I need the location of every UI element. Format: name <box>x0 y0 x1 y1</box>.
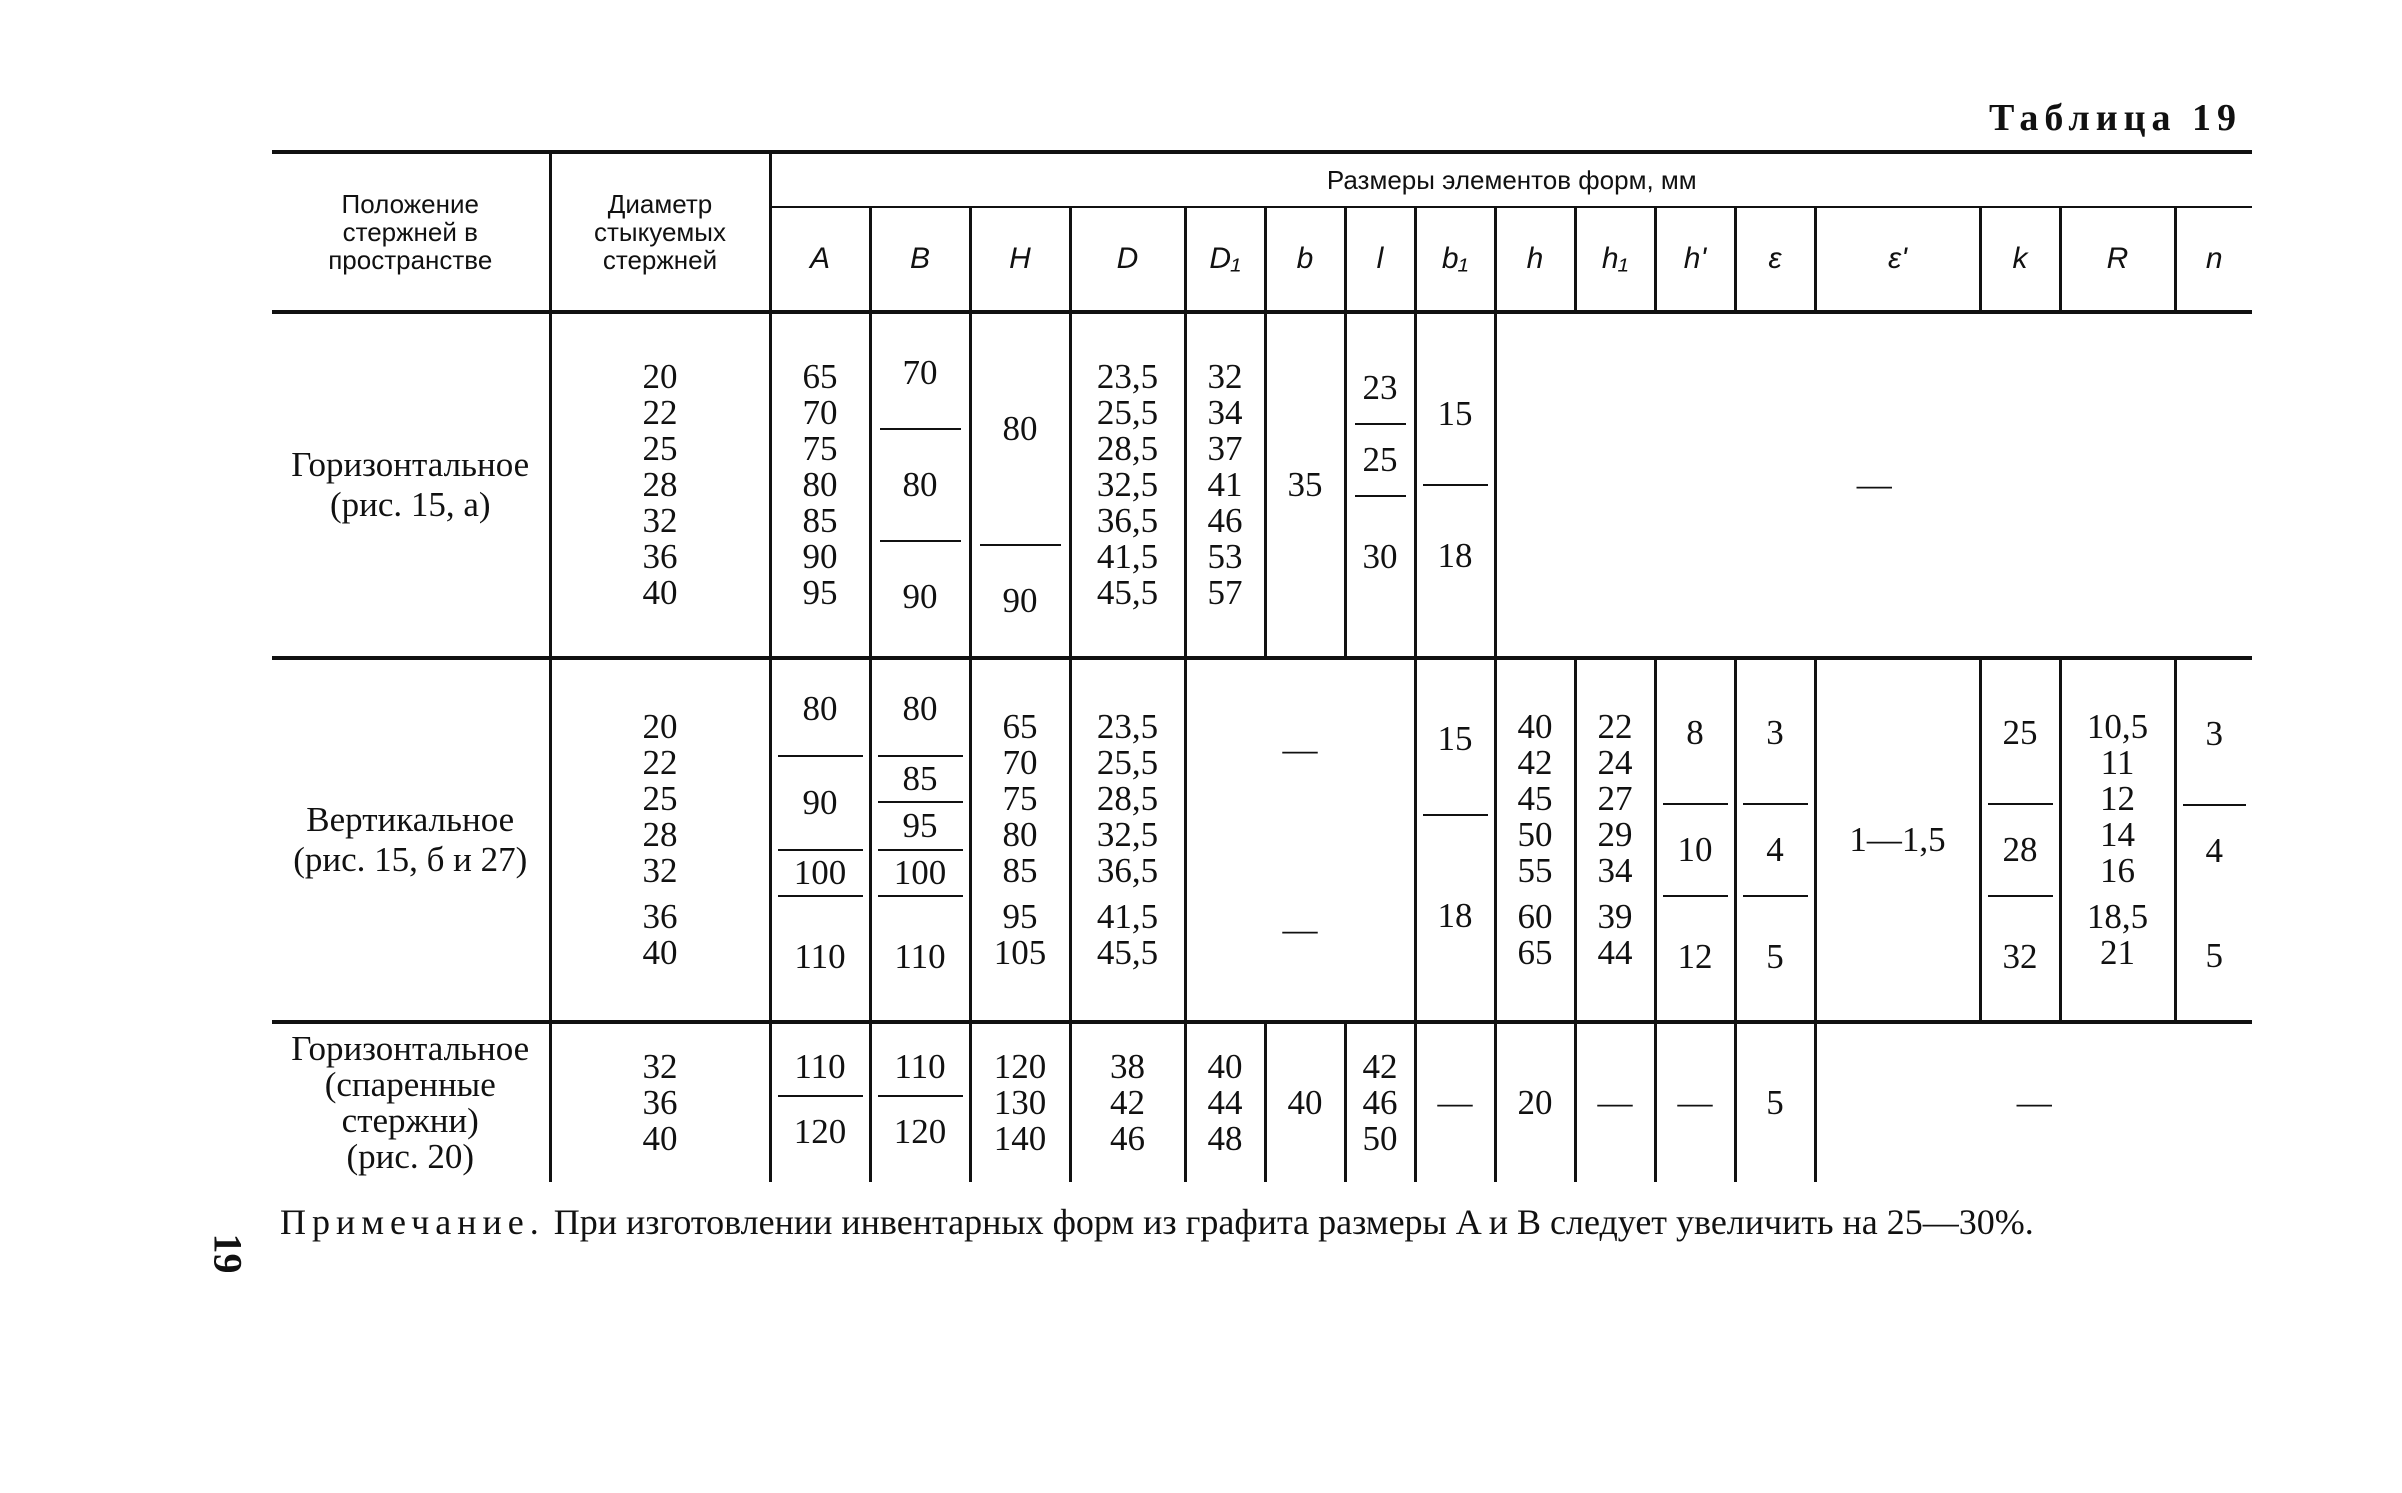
value: 42 <box>1362 1047 1398 1086</box>
value: 39 <box>1597 897 1633 936</box>
cell-diameter <box>550 312 770 658</box>
cell-h1: — <box>1575 1022 1655 1182</box>
col-b: b <box>1265 207 1345 312</box>
value: 100 <box>878 851 963 897</box>
col-h1: h₁ <box>1575 207 1655 312</box>
value: 20 <box>642 707 678 746</box>
value: 14 <box>2100 815 2135 854</box>
value: 29 <box>1597 815 1633 854</box>
value: 45,5 <box>1096 573 1159 612</box>
value: 30 <box>1362 537 1398 576</box>
value: 18 <box>1437 536 1473 575</box>
value: 85 <box>1002 851 1038 890</box>
cell-b1 <box>1415 312 1495 658</box>
value: 95 <box>878 803 963 851</box>
row-label-line: Горизонтальное <box>291 445 530 484</box>
value: 80 <box>878 663 963 757</box>
value: 41 <box>1207 465 1243 504</box>
value: 15 <box>1423 664 1488 816</box>
value: 45 <box>1517 779 1553 818</box>
value: 40 <box>1207 1047 1243 1086</box>
value: 46 <box>1207 501 1243 540</box>
value: 32 <box>642 1047 678 1086</box>
value: 34 <box>1597 851 1633 890</box>
table-row <box>272 658 2252 1022</box>
value: 140 <box>993 1119 1047 1158</box>
row-label-line: (спаренные <box>324 1065 496 1104</box>
value: 28,5 <box>1096 779 1159 818</box>
cell-D <box>1070 1022 1185 1182</box>
col-B: B <box>870 207 970 312</box>
row-label-line: Горизонтальное <box>291 1029 530 1068</box>
cell-D <box>1070 312 1185 658</box>
value: 70 <box>1002 743 1038 782</box>
header-diameter: Диаметр стыкуемых стержней <box>550 152 770 312</box>
cell-k <box>1980 658 2060 1022</box>
value: 40 <box>642 1119 678 1158</box>
value: 36 <box>642 537 678 576</box>
cell-eps: 5 <box>1735 1022 1815 1182</box>
note-text: При изготовлении инвентарных форм из графита размеры A и B следует увеличить на 25—30%. <box>553 1202 2034 1242</box>
value: 23,5 <box>1096 357 1159 396</box>
table-title: Таблица 19 <box>1988 97 2242 139</box>
value: 57 <box>1207 573 1243 612</box>
cell-rest: — <box>1495 312 2252 658</box>
value: 90 <box>1002 581 1038 620</box>
cell-h: 20 <box>1495 1022 1575 1182</box>
value: 36 <box>642 1083 678 1122</box>
value: 40 <box>642 933 678 972</box>
col-R: R <box>2060 207 2175 312</box>
value: 45,5 <box>1096 933 1159 972</box>
value: 110 <box>894 937 946 976</box>
value: 3 <box>1743 663 1808 805</box>
value: 15 <box>1423 344 1488 486</box>
col-eps-prime: ε' <box>1815 207 1980 312</box>
value: 28 <box>642 465 678 504</box>
value: 46 <box>1110 1119 1145 1158</box>
header-group: Размеры элементов форм, мм <box>770 152 2252 207</box>
cell-A <box>770 1022 870 1182</box>
dash-value: — <box>1282 910 1318 949</box>
value: 42 <box>1110 1083 1145 1122</box>
value: 53 <box>1207 537 1243 576</box>
value: 48 <box>1207 1119 1243 1158</box>
row-label-horizontal <box>272 312 550 658</box>
value: 28 <box>1988 805 2053 897</box>
cell-D1-b-l <box>1185 658 1415 1022</box>
value: 12 <box>2100 779 2135 818</box>
value: 25 <box>642 429 678 468</box>
value: 90 <box>902 577 938 616</box>
col-h: h <box>1495 207 1575 312</box>
page-number: 19 <box>205 1233 251 1274</box>
value: 28 <box>642 815 678 854</box>
value: 28,5 <box>1096 429 1159 468</box>
cell-H <box>970 312 1070 658</box>
value: 22 <box>642 393 678 432</box>
value: 10 <box>1663 805 1728 897</box>
value: 130 <box>993 1083 1047 1122</box>
value: 25 <box>1988 663 2053 805</box>
cell-A <box>770 312 870 658</box>
cell-diameter <box>550 658 770 1022</box>
table-note <box>280 1200 2260 1244</box>
value: 120 <box>793 1112 847 1151</box>
cell-b1 <box>1415 658 1495 1022</box>
value: 32 <box>642 501 678 540</box>
value: 46 <box>1362 1083 1398 1122</box>
value: 70 <box>880 318 961 430</box>
value: 37 <box>1207 429 1243 468</box>
col-k: k <box>1980 207 2060 312</box>
data-table <box>272 150 2252 1182</box>
cell-l <box>1345 312 1415 658</box>
value: 40 <box>642 573 678 612</box>
value: 25,5 <box>1096 393 1159 432</box>
value: 80 <box>880 430 961 542</box>
value: 44 <box>1597 933 1633 972</box>
row-label-line: (рис. 20) <box>346 1137 475 1176</box>
value: 11 <box>2100 743 2135 782</box>
col-eps: ε <box>1735 207 1815 312</box>
cell-h1 <box>1575 658 1655 1022</box>
value: 34 <box>1207 393 1243 432</box>
header-position: Положение стержней в пространстве <box>272 152 550 312</box>
col-D: D <box>1070 207 1185 312</box>
value: 3 <box>2183 664 2247 806</box>
table-row <box>272 312 2252 658</box>
note-label: Примечание. <box>280 1202 545 1242</box>
table-row <box>272 1022 2252 1182</box>
cell-b1: — <box>1415 1022 1495 1182</box>
value: 50 <box>1362 1119 1398 1158</box>
value: 24 <box>1597 743 1633 782</box>
cell-rest: — <box>1815 1022 2252 1182</box>
dash-value: — <box>1282 730 1318 769</box>
cell-l <box>1345 1022 1415 1182</box>
row-label-line: Вертикальное <box>306 800 515 839</box>
col-A: A <box>770 207 870 312</box>
value: 44 <box>1207 1083 1243 1122</box>
value: 105 <box>993 933 1047 972</box>
value: 16 <box>2100 851 2135 890</box>
value: 25 <box>1355 425 1406 497</box>
value: 70 <box>802 393 838 432</box>
value: 32 <box>2002 937 2038 976</box>
value: 32,5 <box>1096 815 1159 854</box>
value: 80 <box>980 314 1061 546</box>
value: 22 <box>642 743 678 782</box>
value: 80 <box>802 465 838 504</box>
value: 23 <box>1355 353 1406 425</box>
value: 4 <box>2205 831 2224 870</box>
value: 25,5 <box>1096 743 1159 782</box>
row-label-line: стержни) <box>341 1101 479 1140</box>
cell-h-prime: — <box>1655 1022 1735 1182</box>
value: 65 <box>802 357 838 396</box>
value: 65 <box>1517 933 1553 972</box>
value: 80 <box>1002 815 1038 854</box>
cell-H <box>970 1022 1070 1182</box>
value: 18 <box>1437 896 1473 935</box>
value: 5 <box>1766 937 1784 976</box>
value: 110 <box>878 1039 963 1097</box>
value: 5 <box>2205 936 2224 975</box>
cell-H <box>970 658 1070 1022</box>
cell-D1 <box>1185 312 1265 658</box>
col-D1: D₁ <box>1185 207 1265 312</box>
value: 41,5 <box>1096 897 1159 936</box>
cell-B <box>870 1022 970 1182</box>
value: 38 <box>1110 1047 1145 1086</box>
value: 41,5 <box>1096 537 1159 576</box>
value: 32 <box>642 851 678 890</box>
cell-A <box>770 658 870 1022</box>
value: 4 <box>1743 805 1808 897</box>
value: 110 <box>778 1039 863 1097</box>
value: 120 <box>893 1112 947 1151</box>
value: 36,5 <box>1096 501 1159 540</box>
value: 50 <box>1517 815 1553 854</box>
value: 85 <box>802 501 838 540</box>
col-h-prime: h' <box>1655 207 1735 312</box>
value: 90 <box>778 757 863 851</box>
cell-h <box>1495 658 1575 1022</box>
value: 36,5 <box>1096 851 1159 890</box>
cell-R <box>2060 658 2175 1022</box>
value: 36 <box>642 897 678 936</box>
value: 23,5 <box>1096 707 1159 746</box>
col-H: H <box>970 207 1070 312</box>
cell-D <box>1070 658 1185 1022</box>
row-label-paired <box>272 1022 550 1182</box>
value: 95 <box>802 573 838 612</box>
value: 25 <box>642 779 678 818</box>
value: 80 <box>778 663 863 757</box>
cell-b: 35 <box>1265 312 1345 658</box>
value: 110 <box>794 937 846 976</box>
value: 40 <box>1517 707 1553 746</box>
cell-n <box>2175 658 2252 1022</box>
cell-D1 <box>1185 1022 1265 1182</box>
value: 21 <box>2100 933 2135 972</box>
value: 10,5 <box>2086 707 2149 746</box>
value: 27 <box>1597 779 1633 818</box>
value: 42 <box>1517 743 1553 782</box>
value: 120 <box>993 1047 1047 1086</box>
value: 55 <box>1517 851 1553 890</box>
row-label-vertical <box>272 658 550 1022</box>
cell-eps-prime: 1—1,5 <box>1815 658 1980 1022</box>
value: 32,5 <box>1096 465 1159 504</box>
col-n: n <box>2175 207 2252 312</box>
cell-eps <box>1735 658 1815 1022</box>
value: 60 <box>1517 897 1553 936</box>
value: 22 <box>1597 707 1633 746</box>
value: 85 <box>878 757 963 803</box>
value: 65 <box>1002 707 1038 746</box>
cell-B <box>870 658 970 1022</box>
value: 18,5 <box>2086 897 2149 936</box>
value: 32 <box>1207 357 1243 396</box>
value: 8 <box>1663 663 1728 805</box>
value: 90 <box>802 537 838 576</box>
value: 100 <box>778 851 863 897</box>
cell-b: 40 <box>1265 1022 1345 1182</box>
value: 20 <box>642 357 678 396</box>
cell-diameter <box>550 1022 770 1182</box>
col-b1: b₁ <box>1415 207 1495 312</box>
value: 75 <box>802 429 838 468</box>
col-l: l <box>1345 207 1415 312</box>
row-label-line: (рис. 15, б и 27) <box>293 840 528 879</box>
row-label-line: (рис. 15, а) <box>329 485 491 524</box>
cell-h-prime <box>1655 658 1735 1022</box>
value: 95 <box>1002 897 1038 936</box>
value: 12 <box>1677 937 1713 976</box>
value: 75 <box>1002 779 1038 818</box>
cell-B <box>870 312 970 658</box>
